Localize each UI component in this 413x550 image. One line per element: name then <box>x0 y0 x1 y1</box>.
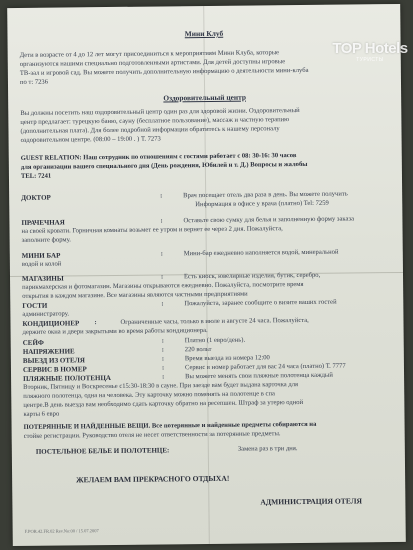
service-text-beach-towels: карты 6 евро <box>23 410 60 418</box>
service-text-beach-towels: пляжного полотенца, одна на человека. Эту карточку можно поменять на полотенце в спа <box>23 390 275 400</box>
service-label-ac: КОНДИЦИОНЕР <box>22 319 80 328</box>
form-code: F.POR.42.FR.02 Rev.No:00 / 15.07.2007 <box>24 528 99 534</box>
service-text-checkout: Время выезда из номера 12:00 <box>184 354 270 363</box>
colon: : <box>160 217 163 225</box>
service-text-beach-towels: центре.В день выезда вам необходимо сдать карточку обратно на ресепшен. Штраф за утерю одной <box>23 398 304 409</box>
wellness-title: Оздоровительный центр <box>163 92 246 103</box>
service-label-laundry: ПРАЧЕЧНАЯ <box>21 218 65 227</box>
tophotels-logo: TOP Hotels <box>332 40 408 57</box>
colon: : <box>161 355 165 363</box>
service-label-voltage: НАПРЯЖЕНИЕ <box>22 347 75 356</box>
service-text-shops: парикмахерская и фотомагазин. Магазины открываются ежедневно. Пожалуйста, посмотрите время <box>22 280 304 291</box>
colon: : <box>161 337 164 345</box>
service-text-shops: открытия в каждом магазине. Все магазины являются частными предприятиями <box>22 290 248 300</box>
linen-label: ПОСТЕЛЬНОЕ БЕЛЬЕ И ПОЛОТЕНЦЕ: <box>35 446 170 456</box>
service-label-doctor: ДОКТОР <box>21 193 51 202</box>
guest-relation-text: GUEST RELATION: Наш сотрудник по отношениям с гостями работает с 08: 30-16: 30 часов <box>20 152 297 162</box>
service-text-minibar: Мини-бар ежедневно наполняется водой, минеральной <box>183 248 339 258</box>
lost-found-text: стойке регистрации. Руководство отеля не несет ответственности за потерянные предметы. <box>23 430 281 440</box>
service-text-doctor: Врач посещает отель два раза в день. Вы можете получить <box>183 190 348 200</box>
colon: : <box>162 373 165 381</box>
service-label-shops: МАГАЗИНЫ <box>21 274 64 283</box>
guest-relation-text: для организации вашего специального дня (День рождения, Юбилей и т. Д.) Вопросы и жалобы <box>20 160 308 171</box>
service-label-room-service: СЕРВИС В НОМЕР <box>22 365 87 374</box>
colon: : <box>160 192 163 200</box>
colon: : <box>161 300 164 308</box>
wellness-text: Вы должны посетить наш оздоровительный центр один раз для здоровой жизни. Оздоровительный <box>20 107 300 117</box>
colon: : <box>161 364 165 372</box>
service-label-minibar: МИНИ БАР <box>21 251 61 260</box>
service-text-beach-towels: Вы можете менять свои пляжные полотенца каждый <box>185 371 333 381</box>
service-text-guests: администратору. <box>22 310 70 318</box>
service-text-guests: Пожалуйста, заранее сообщите о визите ваших гостей <box>184 298 337 308</box>
service-text-doctor: Информация в офисе у врача (платно) Tel: 7259 <box>195 199 329 209</box>
colon: : <box>94 319 97 327</box>
colon: : <box>160 250 164 258</box>
kids-club-text: по т: 7236 <box>19 78 49 86</box>
service-text-voltage: 220 вольт <box>184 345 212 354</box>
service-label-guests: ГОСТИ <box>22 301 48 310</box>
service-text-laundry: на своей кровати. Горничная комнаты возьмет ее утром и вернет ее через 2 дня. Пожалуйста, <box>21 225 283 235</box>
service-text-minibar: водой и колой <box>21 260 62 268</box>
wellness-text: оздоровительном центре. (08:00 – 19:00 . ) Т. 7273 <box>20 135 161 144</box>
guest-relation-text: TEL: 7241 <box>20 172 52 180</box>
service-text-shops: Есть киоск, ювелирные изделия, бутик, серебро, <box>183 271 321 281</box>
service-label-checkout: ВЫЕЗД ИЗ ОТЕЛЯ <box>22 356 85 365</box>
kids-club-text: организуются нашими специально подготовленными артистами. Для детей доступны игровые <box>19 58 286 68</box>
kids-club-text: ТВ-зал и игровой сад. Вы можете получить дополнительную информацию о деятельности мини-клуба <box>19 66 309 77</box>
kids-club-text: Дети в возрасте от 4 до 12 лет могут присоединиться к мероприятиям Мини Клуба, которые <box>19 49 280 59</box>
service-text-beach-towels: Вторник, Пятницу и Воскресенье с15:30-18:30 в сауне. При заезде вам будет выдана карточка для <box>23 381 299 391</box>
wellness-text: (дополнительная плата). Для более подробной информации обратитесь к нашему персоналу <box>20 125 280 135</box>
tophotels-tagline: ТУРИСТЫ <box>356 57 384 63</box>
service-text-safe: Платно (1 евро/день). <box>184 336 246 345</box>
kids-club-title: Мини Клуб <box>184 28 224 39</box>
service-text-room-service: Сервис в номер работает для вас 24 часа (платно) Т. 7777 <box>184 362 346 372</box>
service-text-laundry: Оставьте свою сумку для белья и заполненную форму заказа <box>183 215 355 225</box>
wellness-text: центр предлагает: турецкую баню, сауну (бесплатное пользование), массаж и частную терапию <box>20 116 290 126</box>
service-text-ac: держите окна и двери закрытыми во время работы кондиционера. <box>22 326 208 336</box>
signature-administration: АДМИНИСТРАЦИЯ ОТЕЛЯ <box>260 496 362 507</box>
service-text-laundry: заполните форму. <box>21 236 71 244</box>
service-label-beach-towels: ПЛЯЖНЫЕ ПОЛОТЕНЦА <box>23 374 111 383</box>
closing-wish: ЖЕЛАЕМ ВАМ ПРЕКРАСНОГО ОТДЫХА! <box>76 473 230 485</box>
colon: : <box>160 273 164 281</box>
service-text-ac: Ограниченные часы, только в июле и августе 24 часа. Пожалуйста, <box>120 316 309 326</box>
service-label-safe: СЕЙФ <box>22 338 44 347</box>
lost-found-text: ПОТЕРЯННЫЕ И НАЙДЕННЫЕ ВЕЩИ. Все потерянные и найденные предметы собираются на <box>23 420 317 431</box>
tophotels-watermark <box>329 40 411 92</box>
linen-text: Замена раз в три дня. <box>237 445 298 453</box>
colon: : <box>161 346 165 354</box>
